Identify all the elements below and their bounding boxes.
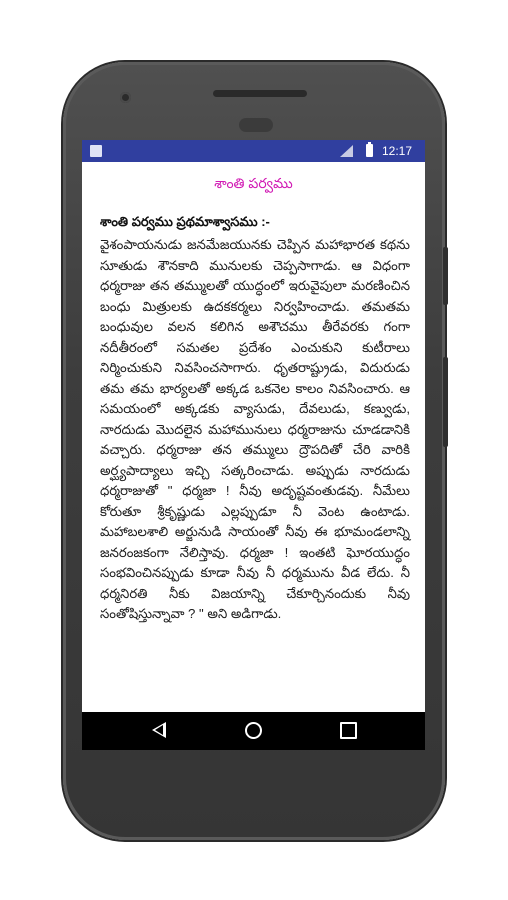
volume-button	[443, 357, 448, 447]
page-title: శాంతి పర్వము	[214, 175, 293, 191]
status-time: 12:17	[382, 144, 413, 158]
home-icon[interactable]	[245, 722, 262, 739]
earpiece-speaker	[213, 90, 307, 97]
phone-screen	[82, 140, 425, 750]
power-button	[443, 247, 448, 305]
signal-icon	[340, 145, 353, 157]
recent-apps-icon[interactable]	[340, 722, 357, 739]
reading-content[interactable]	[82, 162, 425, 712]
status-bar	[82, 140, 425, 162]
body-text: వైశంపాయనుడు జనమేజయునకు చెప్పిన మహాభారత కథను సూతుడు శౌనకాది మునులకు చెప్పసాగాడు. ఆ విధంగా ధర్మరాజు తన తమ్ములతో యుద్ధంలో ఇరువైపులా మరణించిన బంధు మిత్రులకు ఉదకకర్మలు నిర్వహించాడు. తమతమ బంధువుల వలన కలిగిన అశౌచము తీరేవరకు గంగా నదీతీరంలో సమతల ప్రదేశం ఎంచుకుని కుటీరాలు నిర్మించుకుని నివసించసాగారు. ధృతరాష్ట్రుడు, విదురుడు తమ తమ భార్యలతో అక్కడ ఒకనెల కాలం నివసించారు. ఆ సమయంలో అక్కడకు వ్యాసుడు, దేవలుడు, కణ్వుడు, నారదుడు మొదలైన మహామునులు ధర్మరాజును చూడడానికి వచ్చారు. ధర్మరాజు తన తమ్ములు ద్రౌపదితో చేరి వారికి అర్ఘ్యపాద్యాలు ఇచ్చి సత్కరించాడు. అప్పుడు నారదుడు ధర్మరాజుతో " ధర్మజా ! నీవు అదృష్టవంతుడవు. నీమేలు కోరుతూ శ్రీకృష్ణుడు ఎల్లప్పుడూ నీ వెంట ఉంటాడు. మహాబలశాలి అర్జునుడి సాయంతో నీవు ఈ భూమండలాన్ని జనరంజకంగా నేలిస్తావు. ధర్మజా ! ఇంతటి ఘోరయుద్ధం సంభవించినప్పుడు కూడా నీవు నీ ధర్మమును వీడ లేదు. నీ ధర్మనిరతి నీకు విజయాన్ని చేకూర్చినందుకు నీవు సంతోషిస్తున్నావా ? " అని అడిగాడు.	[100, 237, 410, 621]
battery-icon	[366, 144, 373, 157]
navigation-bar	[82, 712, 425, 750]
front-camera	[120, 92, 131, 103]
section-heading: శాంతి పర్వము ప్రథమాశ్వాసము :-	[100, 214, 270, 229]
back-icon[interactable]	[152, 722, 166, 738]
notification-icon	[90, 145, 102, 157]
proximity-sensor	[239, 118, 273, 132]
